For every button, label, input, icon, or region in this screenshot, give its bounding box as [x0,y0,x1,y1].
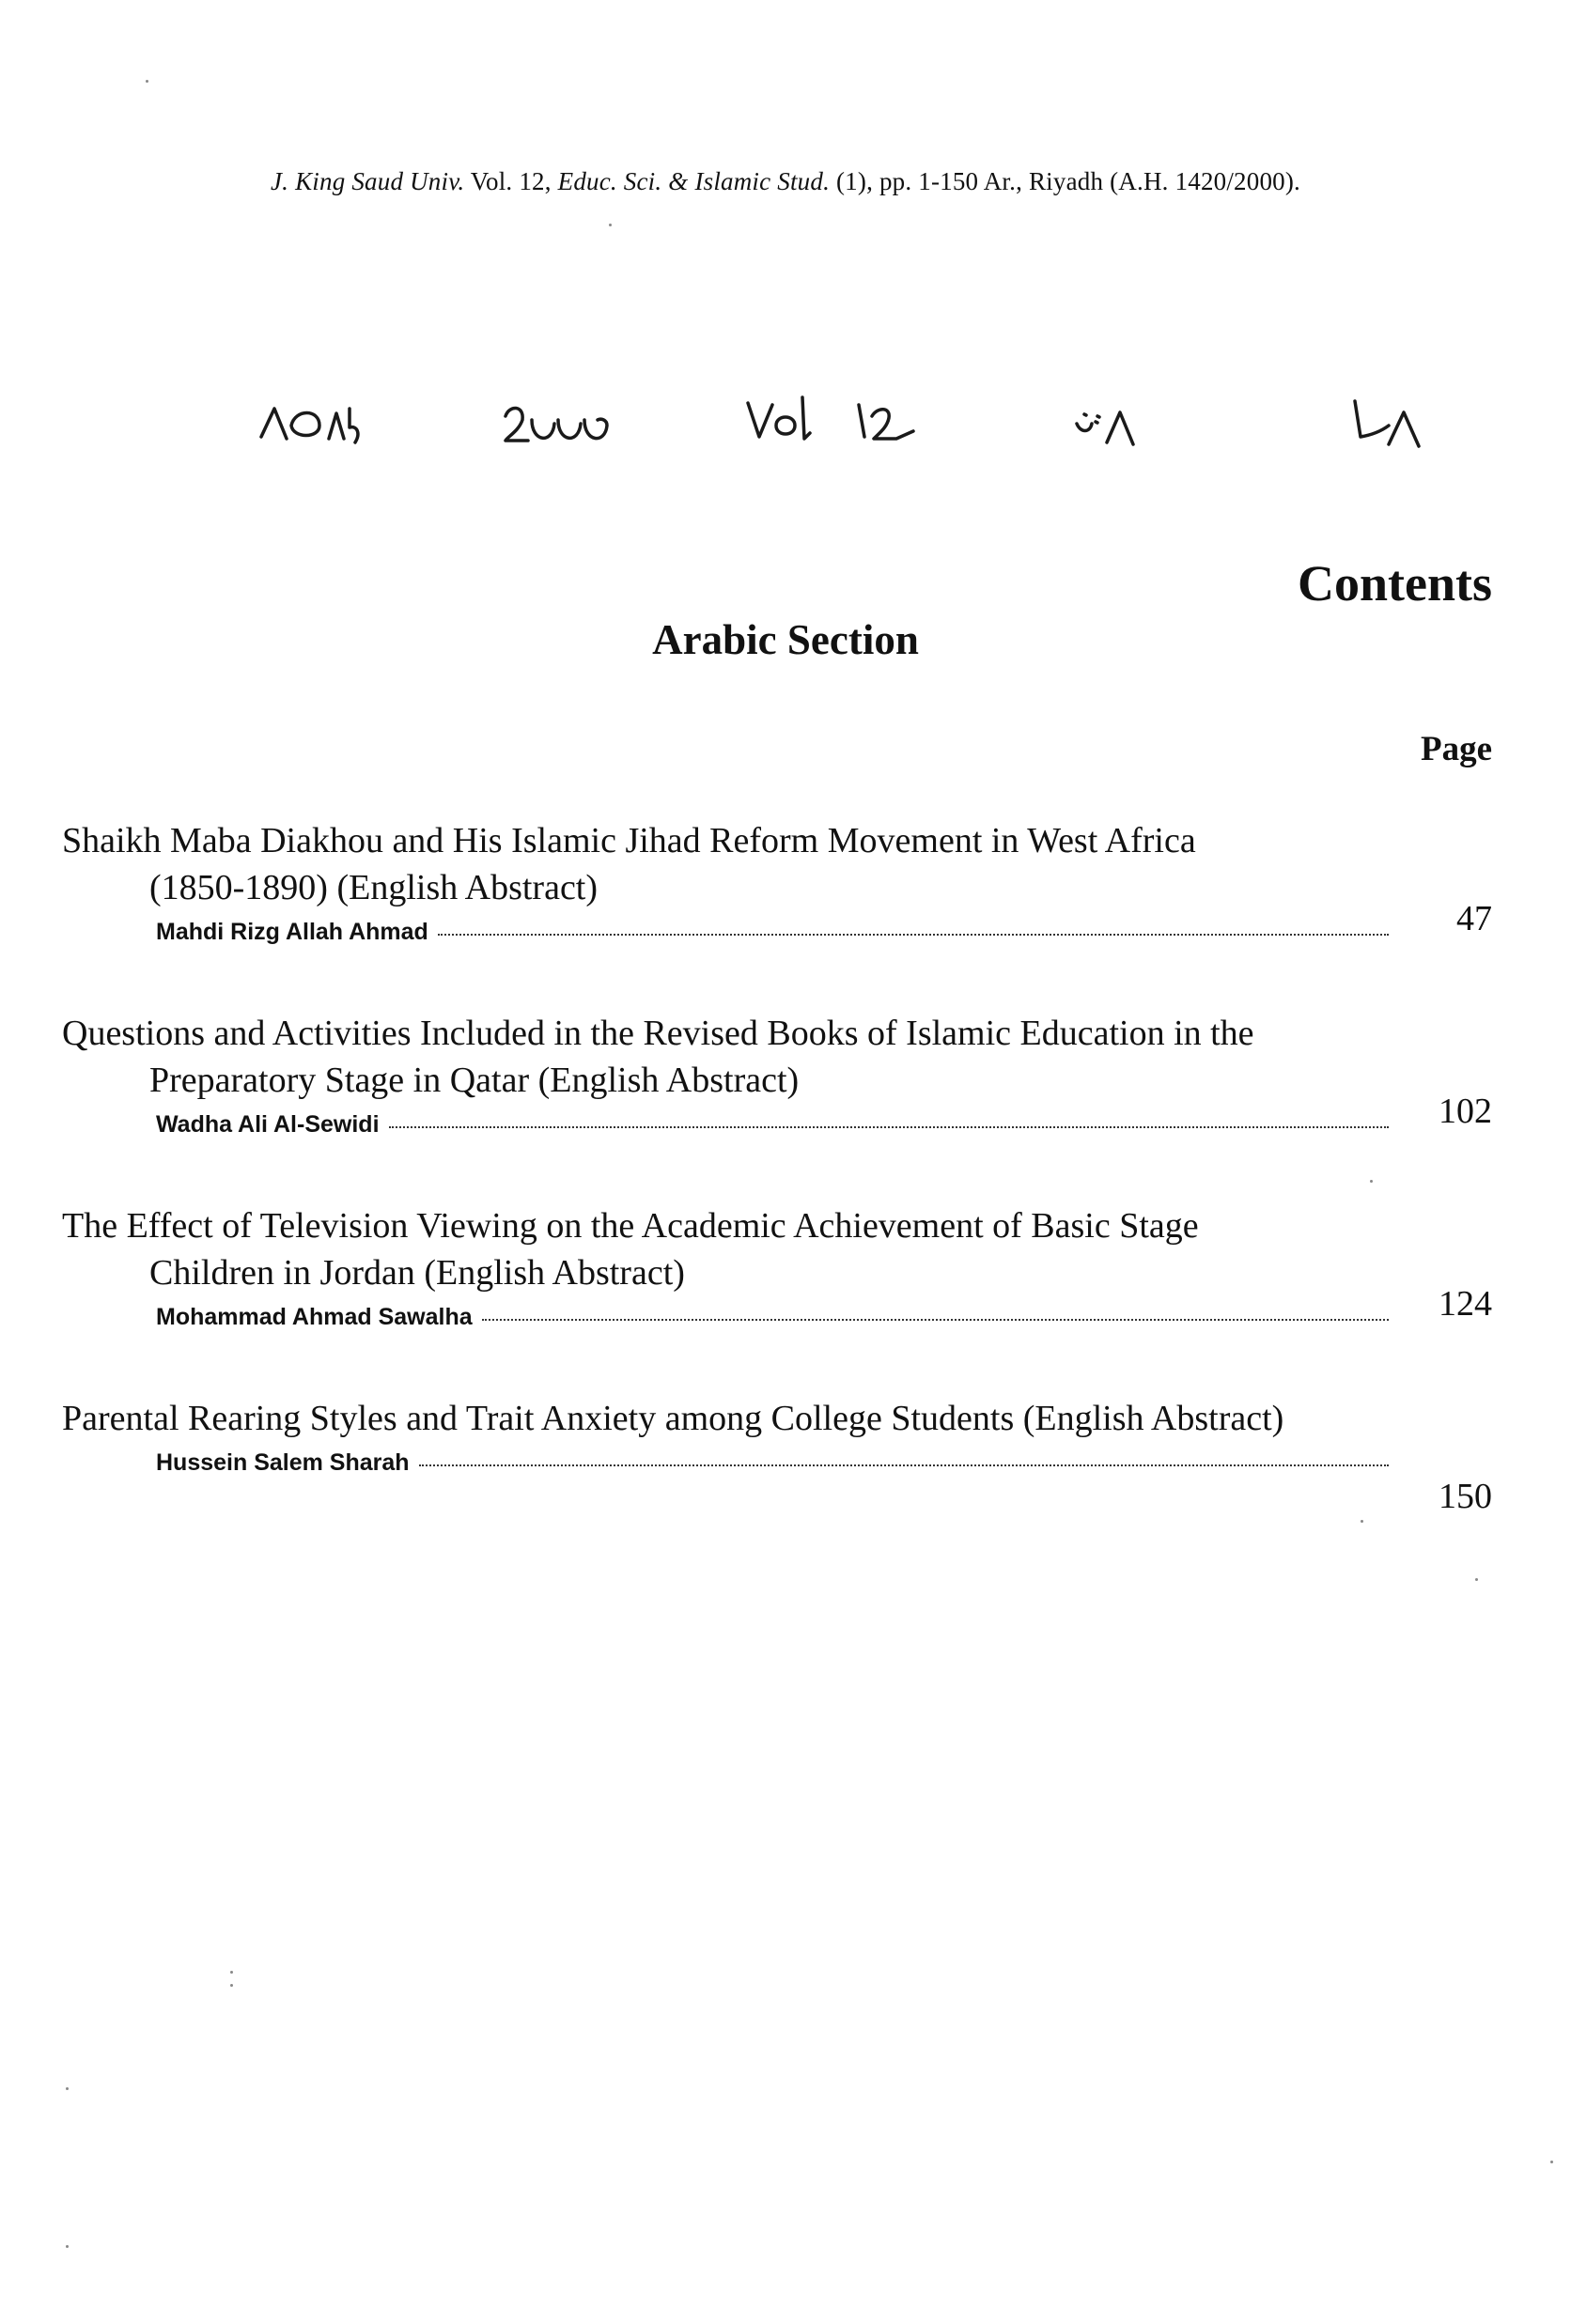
toc-entry[interactable] [62,817,1492,1010]
journal-citation-header [0,167,1571,196]
scan-speck [146,80,148,83]
toc-entry-page: 150 [1439,1477,1492,1516]
page-column-label: Page [1420,730,1492,768]
scan-speck [609,224,612,226]
toc-entry-page: 124 [1439,1284,1492,1324]
toc-entry-author: Wadha Ali Al-Sewidi [156,1111,380,1138]
toc-entry-title: Questions and Activities Included in the Revised Books of Islamic Education in the Preparatory Stage in Qatar (English Abstract) [62,1014,1254,1100]
scan-speck [1475,1578,1478,1581]
dot-leader [482,1300,1389,1321]
scan-speck [230,1984,233,1987]
toc-entry-title: Shaikh Maba Diakhou and His Islamic Jihad Reform Movement in West Africa (1850-1890) (English Abstract) [62,821,1196,907]
toc-author-line [62,1304,1398,1345]
journal-volume: Vol. 12, [470,167,552,195]
journal-issue-pages: (1), pp. 1-150 Ar., Riyadh (A.H. 1420/2000). [835,167,1300,195]
toc-entry-author: Mahdi Rizg Allah Ahmad [156,919,428,945]
arabic-section-heading: Arabic Section [652,616,919,663]
toc-entry-page: 102 [1439,1092,1492,1131]
scan-speck [66,2245,69,2248]
toc-author-line [62,1111,1398,1153]
scan-speck [1361,1520,1363,1523]
dot-leader [389,1108,1389,1128]
scan-speck [66,2087,69,2090]
table-of-contents [62,817,1492,1588]
handwritten-annotation-icon [0,371,1571,456]
toc-entry[interactable] [62,1395,1492,1588]
journal-abbrev: J. King Saud Univ. [271,167,465,195]
toc-author-line [62,919,1398,960]
toc-author-line [62,1449,1398,1491]
toc-entry-author: Hussein Salem Sharah [156,1449,410,1476]
toc-entry[interactable] [62,1010,1492,1202]
toc-entry[interactable] [62,1202,1492,1395]
toc-entry-author: Mohammad Ahmad Sawalha [156,1304,473,1330]
scan-speck [1550,2161,1553,2163]
scan-speck [1370,1180,1373,1183]
dot-leader [419,1446,1389,1466]
dot-leader [438,915,1389,936]
contents-heading: Contents [1297,555,1492,612]
toc-entry-title: The Effect of Television Viewing on the Academic Achievement of Basic Stage Children in Jordan (English Abstract) [62,1206,1199,1293]
toc-entry-title: Parental Rearing Styles and Trait Anxiety among College Students (English Abstract) [62,1399,1284,1438]
scan-speck [230,1971,233,1974]
journal-series: Educ. Sci. & Islamic Stud. [557,167,831,195]
handwritten-catalog-note [0,371,1571,456]
toc-entry-page: 47 [1456,899,1492,938]
